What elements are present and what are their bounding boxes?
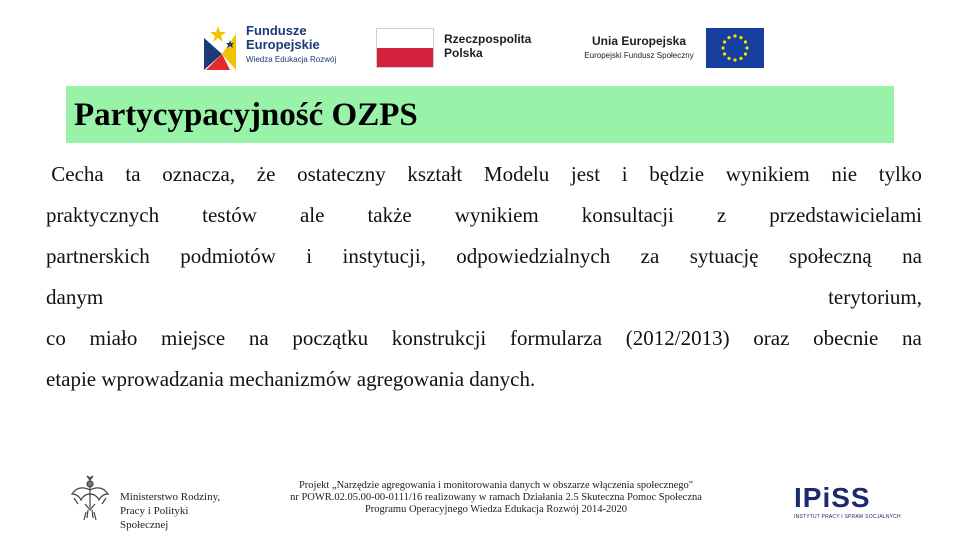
fe-line2: Europejskie	[246, 37, 320, 52]
body-word: z	[716, 203, 727, 227]
rzeczpospolita-polska-text	[444, 32, 531, 60]
header-logos	[0, 14, 960, 80]
body-word: na	[902, 326, 922, 350]
body-line	[46, 279, 922, 320]
body-word: konsultacji	[581, 203, 674, 227]
body-word: co	[46, 326, 66, 350]
body-word: sytuację	[689, 244, 759, 268]
body-word: będzie	[649, 162, 705, 186]
rzeczpospolita-polska-logo	[376, 28, 556, 72]
body-word: społeczną	[788, 244, 872, 268]
body-word: miejsce	[161, 326, 226, 350]
polish-eagle-icon	[70, 474, 110, 524]
fundusze-europejskie-text	[246, 24, 336, 64]
body-line	[46, 156, 922, 197]
body-word: na	[248, 326, 269, 350]
body-word: tylko	[878, 162, 922, 186]
project-info	[266, 480, 726, 516]
project-line2: nr POWR.02.05.00-00-0111/16 realizowany w ramach Działania 2.5 Skuteczna Pomoc Społeczna	[290, 492, 702, 503]
ue-line1: Unia Europejska	[591, 34, 687, 48]
project-line1: Projekt „Narzędzie agregowania i monitorowania danych w obszarze włączenia społecznego"	[298, 480, 694, 491]
body-line	[46, 320, 922, 361]
body-word: wynikiem	[725, 162, 810, 186]
slide-title: Partycypacyjność OZPS	[74, 97, 418, 133]
eu-flag-icon	[706, 28, 764, 68]
body-word: ta	[125, 162, 141, 186]
ipiss-mark: IPiSS	[794, 482, 871, 513]
unia-europejska-text	[576, 34, 702, 60]
body-word: oznacza,	[162, 162, 236, 186]
fundusze-europejskie-icon	[200, 20, 240, 72]
body-word: odpowiedzialnych	[456, 244, 611, 268]
body-word: danym	[46, 285, 104, 309]
body-line	[46, 197, 922, 238]
body-word: podmiotów	[180, 244, 276, 268]
body-word: nie	[831, 162, 858, 186]
ue-line2: Europejski Fundusz Społeczny	[584, 51, 694, 60]
title-band	[66, 86, 894, 143]
ministry-line1: Ministerstwo Rodziny,	[120, 491, 221, 503]
body-word: Cecha	[46, 162, 104, 186]
ministry-text	[120, 490, 230, 532]
body-word: także	[367, 203, 412, 227]
body-word: że	[256, 162, 276, 186]
body-word: początku	[292, 326, 369, 350]
footer	[0, 470, 960, 530]
ministry-logo	[70, 474, 230, 531]
body-line	[46, 361, 922, 402]
rp-line1: Rzeczpospolita	[444, 32, 532, 46]
body-word: na	[902, 244, 922, 268]
body-word: (2012/2013)	[625, 326, 730, 350]
body-word: Modelu	[483, 162, 550, 186]
rp-line2: Polska	[444, 46, 483, 60]
body-word: terytorium,	[828, 285, 922, 309]
ministry-line2: Pracy i Polityki Społecznej	[120, 505, 189, 531]
body-word: za	[640, 244, 660, 268]
body-word: i	[306, 244, 313, 268]
body-word: obecnie	[813, 326, 879, 350]
project-line3: Programu Operacyjnego Wiedza Edukacja Rozwój 2014-2020	[364, 504, 628, 515]
body-word: kształt	[407, 162, 463, 186]
body-word: partnerskich	[46, 244, 150, 268]
body-word: instytucji,	[342, 244, 426, 268]
body-word: ale	[299, 203, 325, 227]
body-word: miało	[89, 326, 138, 350]
body-word: testów	[202, 203, 257, 227]
body-word: konstrukcji	[391, 326, 487, 350]
body-word: wynikiem	[454, 203, 539, 227]
poland-flag-icon	[376, 28, 434, 68]
body-line	[46, 238, 922, 279]
body-word: ostateczny	[297, 162, 386, 186]
body-word: jest	[570, 162, 601, 186]
body-word: przedstawicielami	[769, 203, 922, 227]
body-line-text: etapie wprowadzania mechanizmów agregowania danych.	[46, 367, 536, 391]
body-paragraph	[46, 156, 922, 402]
body-word: formularza	[509, 326, 603, 350]
body-word: oraz	[753, 326, 790, 350]
fundusze-europejskie-logo	[200, 18, 360, 76]
unia-europejska-logo	[576, 28, 766, 72]
fe-line1: Fundusze	[246, 23, 307, 38]
fe-line3: Wiedza Edukacja Rozwój	[246, 55, 337, 64]
body-word: praktycznych	[46, 203, 160, 227]
body-word: i	[621, 162, 628, 186]
ipiss-logo	[794, 482, 901, 524]
ipiss-subtitle: INSTYTUT PRACY I SPRAW SOCJALNYCH	[794, 514, 901, 520]
